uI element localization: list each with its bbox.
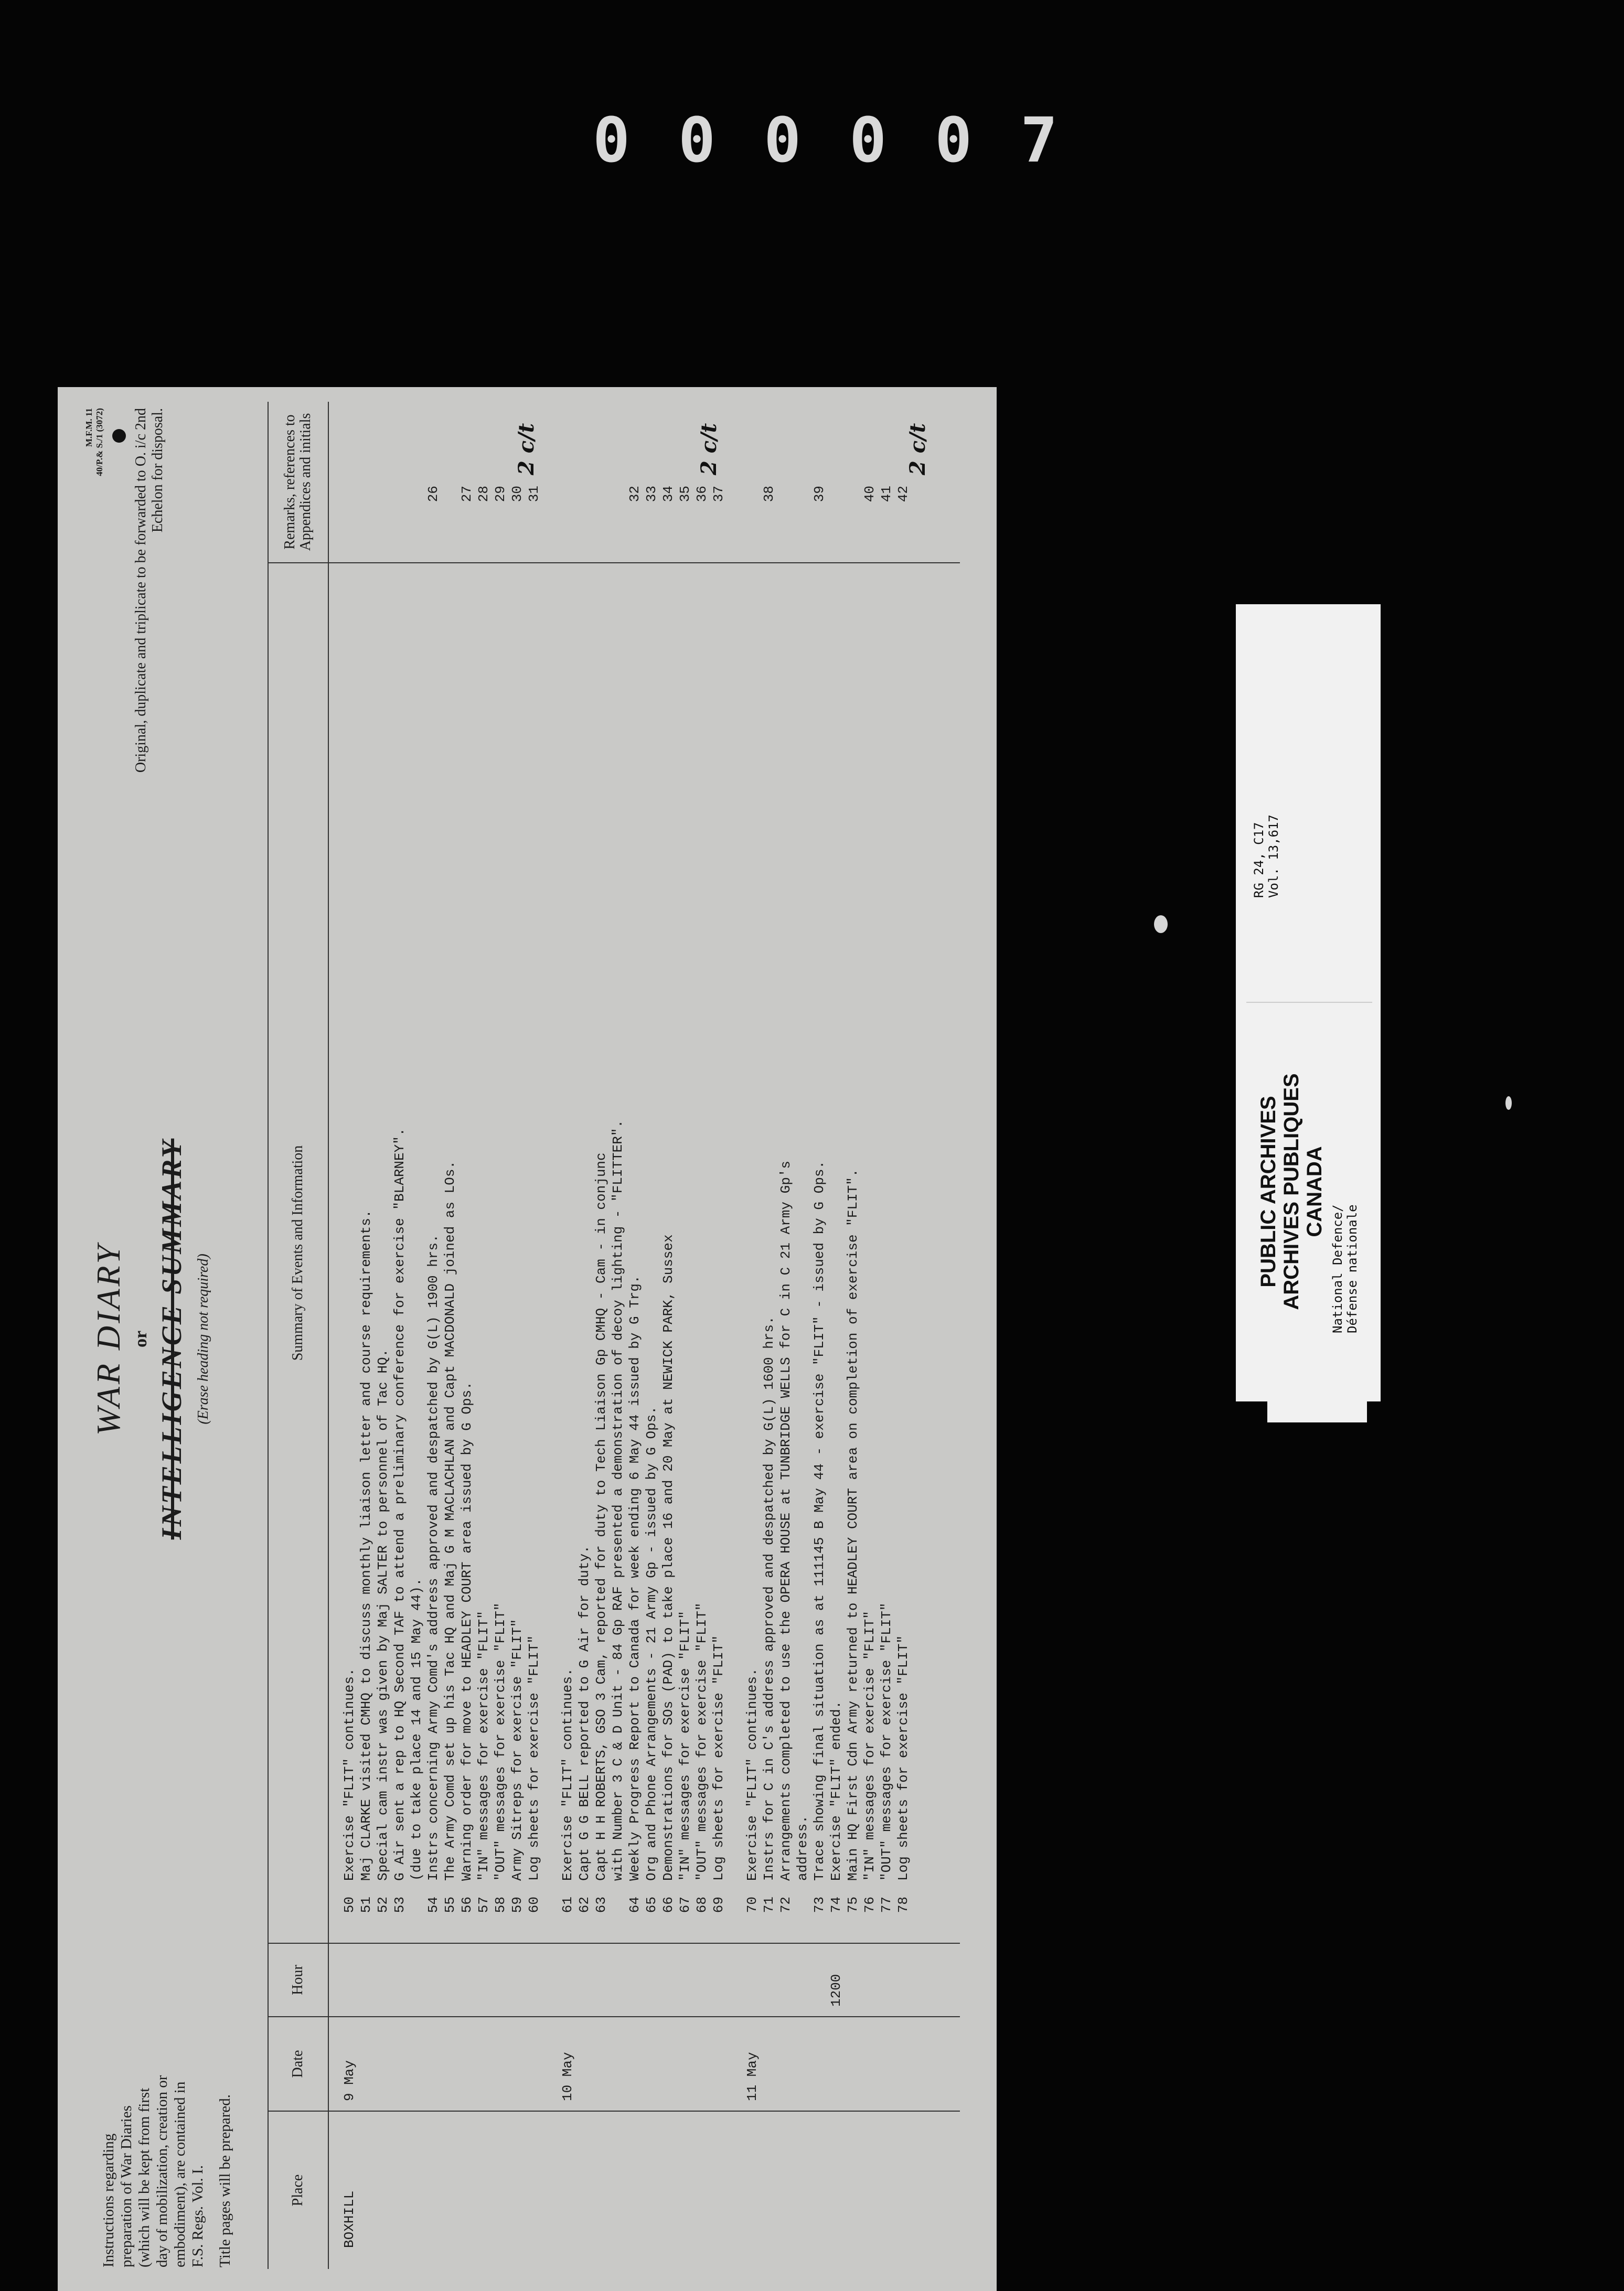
entry-text: Org and Phone Arrangements - 21 Army Gp - issued by G Ops. [644,1406,659,1881]
table-row [811,402,828,2269]
entry-text: "OUT" messages for exercise "FLIT" [694,1602,710,1881]
entry-text: with Number 3 C & D Unit - 84 Gp RAF presented a demonstration of decoy lighting - "FLITTER". [610,1119,626,1881]
entry-text: "OUT" messages for exercise "FLIT" [493,1602,508,1881]
film-speck [1154,915,1168,933]
entry-reference: 27 [459,486,475,502]
erase-note: (Erase heading not required) [195,1254,211,1425]
table-row [777,402,794,2269]
entry-text: "OUT" messages for exercise "FLIT" [879,1602,894,1881]
entry-place: BOXHILL [341,2190,357,2248]
table-row [744,402,761,2269]
war-diary-sheet [58,387,997,2291]
entry-text: G Air sent a rep to HQ Second TAF to attend a preliminary conference for exercise "BLARNEY". [392,1128,408,1881]
table-row [677,402,693,2269]
form-code-line-2: 40/P.& S./1 (3072) [94,408,104,476]
entry-hour: 1200 [828,1974,844,2007]
entry-reference: 34 [660,486,676,502]
entry-text: "IN" messages for exercise "FLIT" [476,1611,492,1881]
entry-reference: 40 [862,486,878,502]
entry-text: Exercise "FLIT" continues. [560,1668,575,1881]
archive-label-content [1236,604,1381,1401]
entry-text: Log sheets for exercise "FLIT" [526,1635,542,1881]
stamp-dot [112,429,126,443]
entry-text: Instrs for C in C's address approved and despatched by G(L) 1600 hrs. [761,1316,777,1881]
entry-number: 57 [476,1897,492,1913]
entry-number: 78 [895,1897,911,1913]
table-row [526,402,542,2269]
entry-number: 60 [526,1897,542,1913]
handwritten-initials: 2 c/t [697,423,721,475]
column-header-place: Place [268,2112,329,2269]
entry-text: Log sheets for exercise "FLIT" [895,1635,911,1881]
war-diary-page [58,387,997,2291]
archive-name-line-2: ARCHIVES PUBLIQUES [1280,1073,1303,1310]
column-header-remarks: Remarks, references to Appendices and initials [268,402,329,562]
entry-group-gap [727,402,744,2269]
table-row [878,402,895,2269]
entry-date: 11 May [744,2052,760,2101]
table-row [794,402,811,2269]
entry-text: Log sheets for exercise "FLIT" [711,1635,726,1881]
entry-reference: 32 [627,486,643,502]
entry-number: 73 [811,1897,827,1913]
frame-number: 000007 [593,104,1106,176]
table-row [761,402,777,2269]
title-pages-note: Title pages will be prepared. [217,2094,233,2267]
entry-number: 72 [778,1897,794,1913]
entry-reference: 33 [644,486,659,502]
entry-text: Trace showing final situation as at 111145 B May 44 - exercise "FLIT" - issued by G Ops. [811,1160,827,1881]
table-row [610,402,626,2269]
column-header-hour: Hour [268,1944,329,2016]
entry-text: Maj CLARKE visited CMHQ to discuss monthly liaison letter and course requirements. [358,1209,374,1881]
entry-text: Exercise "FLIT" ended. [828,1700,844,1881]
entry-text: "IN" messages for exercise "FLIT" [862,1611,878,1881]
table-row [391,402,408,2269]
entry-number: 65 [644,1897,659,1913]
archive-department [1330,1204,1360,1333]
or-word: or [131,1330,151,1348]
entry-text: Main HQ First Cdn Army returned to HEADLEY COURT area on completion of exercise "FLIT". [845,1169,861,1881]
entry-number: 62 [576,1897,592,1913]
entry-text: Exercise "FLIT" continues. [744,1668,760,1881]
archive-name-line-3: CANADA [1303,1146,1326,1237]
diary-entries [341,402,912,2269]
entry-number: 61 [560,1897,575,1913]
entry-number: 55 [442,1897,458,1913]
table-row [559,402,576,2269]
table-row [895,402,912,2269]
entry-date: 9 May [341,2060,357,2101]
table-row [408,402,425,2269]
archive-name-line-1: PUBLIC ARCHIVES [1257,1096,1280,1288]
entry-reference: 41 [879,486,894,502]
archive-ref-line-1: RG 24, C17 [1252,822,1266,898]
entry-text: (due to take place 14 and 15 May 44). [409,1578,424,1881]
entry-reference: 37 [711,486,726,502]
entry-number: 67 [677,1897,693,1913]
entry-reference: 26 [425,486,441,502]
table-row [626,402,643,2269]
entry-number: 56 [459,1897,475,1913]
table-row [458,402,475,2269]
entry-text: address. [795,1815,810,1881]
entry-reference: 31 [526,486,542,502]
entry-number: 64 [627,1897,643,1913]
entry-number: 59 [509,1897,525,1913]
entry-number: 63 [593,1897,609,1913]
entry-text: Instrs concerning Army Comd's address approved and despatched by G(L) 1900 hrs. [425,1234,441,1881]
table-row [828,402,845,2269]
entry-text: Arrangements completed to use the OPERA HOUSE at TUNBRIDGE WELLS for C in C 21 Army Gp's [778,1160,794,1881]
page-title: WAR DIARY [90,1242,127,1436]
entry-reference: 30 [509,486,525,502]
entry-number: 68 [694,1897,710,1913]
entry-number: 58 [493,1897,508,1913]
entry-number: 74 [828,1897,844,1913]
form-header-right [84,408,166,786]
entry-text: Capt H H ROBERTS, GSO 3 Cam, reported for duty to Tech Liaison Gp CMHQ - Cam - in conjunc [593,1152,609,1881]
entry-number: 69 [711,1897,726,1913]
entry-number: 53 [392,1897,408,1913]
instructions-text: Instructions regarding preparation of War Diaries (which will be kept from first day of mobilization, creation or embodiment), are contained in F.S. Regs. Vol. I. [100,2075,206,2267]
archive-dept-line-2: Défense nationale [1345,1204,1360,1333]
entry-number: 77 [879,1897,894,1913]
entry-number: 75 [845,1897,861,1913]
diary-table [268,402,960,2269]
entry-text: The Army Comd set up his Tac HQ and Maj G M MACLACHLAN and Capt MACDONALD joined as LOs. [442,1160,458,1881]
table-row [710,402,727,2269]
entry-reference: 38 [761,486,777,502]
entry-group-gap [542,402,559,2269]
entry-reference: 39 [811,486,827,502]
entry-reference: 28 [476,486,492,502]
struck-heading: INTELLIGENCE SUMMARY [156,1138,187,1540]
entry-text: Special cam instr was given by Maj SALTER to personnel of Tac HQ. [375,1348,391,1881]
entry-number: 66 [660,1897,676,1913]
table-row [643,402,660,2269]
form-code [84,408,105,786]
handwritten-initials: 2 c/t [514,423,539,475]
table-row [509,402,526,2269]
entry-text: Weekly Progress Report to Canada for week ending 6 May 44 issued by G Trg. [627,1275,643,1881]
archive-label [1236,604,1381,1401]
entry-date: 10 May [560,2052,575,2101]
entry-number: 76 [862,1897,878,1913]
entry-text: Warning order for move to HEADLEY COURT area issued by G Ops. [459,1382,475,1881]
entry-number: 70 [744,1897,760,1913]
archive-name [1257,1055,1326,1328]
table-row [358,402,375,2269]
archive-label-tab [1267,1386,1367,1422]
table-row [425,402,442,2269]
entry-text: Army Sitreps for exercise "FLIT" [509,1619,525,1881]
form-code-line-1: M.F.M. 11 [84,408,94,447]
table-row [341,402,358,2269]
entry-number: 51 [358,1897,374,1913]
table-row [845,402,861,2269]
archive-ref-line-2: Vol. 13,617 [1266,815,1281,898]
entry-number: 71 [761,1897,777,1913]
entry-number: 50 [341,1897,357,1913]
table-row [593,402,610,2269]
table-row [693,402,710,2269]
entry-text: "IN" messages for exercise "FLIT" [677,1611,693,1881]
entry-text: Capt G G BELL reported to G Air for duty. [576,1545,592,1881]
entry-reference: 35 [677,486,693,502]
table-row [475,402,492,2269]
entry-reference: 42 [895,486,911,502]
entry-reference: 36 [694,486,710,502]
archive-reference [1252,815,1281,898]
entry-number: 52 [375,1897,391,1913]
archive-dept-line-1: National Defence/ [1330,1204,1345,1333]
entry-reference: 29 [493,486,508,502]
table-row [660,402,677,2269]
handwritten-initials: 2 c/t [905,423,930,475]
entry-text: Demonstrations for SOs (PAD) to take place 16 and 20 May at NEWICK PARK, Sussex [660,1234,676,1881]
table-row [861,402,878,2269]
table-row [492,402,509,2269]
table-row [576,402,593,2269]
entry-number: 54 [425,1897,441,1913]
table-row [442,402,458,2269]
column-header-summary: Summary of Events and Information [268,563,329,1943]
film-speck [1505,1096,1512,1110]
disposal-note: Original, duplicate and triplicate to be forwarded to O. i/c 2nd Echelon for disposal. [133,408,166,773]
table-row [375,402,391,2269]
entry-text: Exercise "FLIT" continues. [341,1668,357,1881]
archive-divider [1246,1002,1372,1003]
column-header-date: Date [268,2017,329,2111]
